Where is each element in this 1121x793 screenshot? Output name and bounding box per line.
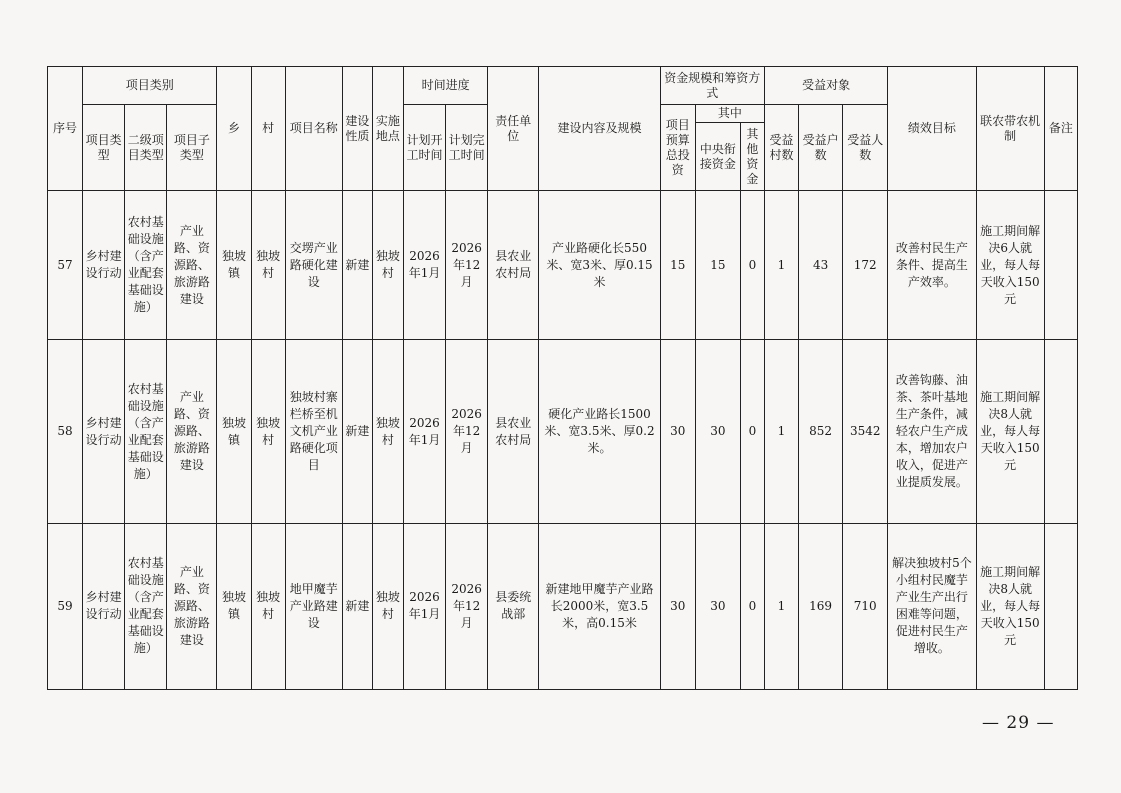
header-budget: 项目预算总投资 — [660, 105, 695, 191]
cell-village: 独坡村 — [251, 340, 285, 524]
header-fund: 资金规模和筹资方式 — [660, 67, 764, 105]
cell-location: 独坡村 — [372, 340, 403, 524]
cell-type: 乡村建设行动 — [83, 523, 125, 689]
header-no: 序号 — [48, 67, 83, 191]
cell-village: 独坡村 — [251, 523, 285, 689]
cell-villages: 1 — [764, 523, 798, 689]
cell-town: 独坡镇 — [217, 340, 251, 524]
header-subtype: 项目子类型 — [167, 105, 217, 191]
cell-start: 2026年1月 — [403, 191, 445, 340]
header-people: 受益人数 — [843, 105, 888, 191]
header-subtype2: 二级项目类型 — [125, 105, 167, 191]
cell-central: 30 — [695, 523, 740, 689]
cell-subtype: 产业路、资源路、旅游路建设 — [167, 340, 217, 524]
cell-people: 710 — [843, 523, 888, 689]
header-unit: 责任单位 — [488, 67, 539, 191]
page-number: — 29 — — [982, 713, 1055, 733]
header-villages: 受益村数 — [764, 105, 798, 191]
header-location: 实施地点 — [372, 67, 403, 191]
cell-subtype2: 农村基础设施（含产业配套基础设施） — [125, 340, 167, 524]
header-among: 其中 — [695, 105, 764, 123]
cell-nature: 新建 — [342, 340, 372, 524]
cell-start: 2026年1月 — [403, 340, 445, 524]
cell-location: 独坡村 — [372, 523, 403, 689]
cell-unit: 县农业农村局 — [488, 191, 539, 340]
cell-town: 独坡镇 — [217, 191, 251, 340]
header-village: 村 — [251, 67, 285, 191]
cell-people: 3542 — [843, 340, 888, 524]
cell-mechanism: 施工期间解决8人就业，每人每天收入150元 — [976, 340, 1044, 524]
header-remark: 备注 — [1044, 67, 1077, 191]
cell-name: 独坡村寨栏桥至机文机产业路硬化项目 — [285, 340, 342, 524]
cell-name: 交塄产业路硬化建设 — [285, 191, 342, 340]
header-town: 乡 — [217, 67, 251, 191]
header-type: 项目类型 — [83, 105, 125, 191]
header-start: 计划开工时间 — [403, 105, 445, 191]
cell-remark — [1044, 340, 1077, 524]
cell-type: 乡村建设行动 — [83, 191, 125, 340]
header-households: 受益户数 — [799, 105, 843, 191]
cell-end: 2026年12月 — [446, 523, 488, 689]
cell-goal: 解决独坡村5个小组村民魔芋产业生产出行困难等问题，促进村民生产增收。 — [888, 523, 976, 689]
cell-no: 58 — [48, 340, 83, 524]
table-row — [48, 523, 1078, 689]
cell-remark — [1044, 191, 1077, 340]
cell-subtype: 产业路、资源路、旅游路建设 — [167, 191, 217, 340]
cell-other: 0 — [740, 340, 764, 524]
cell-end: 2026年12月 — [446, 191, 488, 340]
header-end: 计划完工时间 — [446, 105, 488, 191]
cell-nature: 新建 — [342, 191, 372, 340]
header-goal: 绩效目标 — [888, 67, 976, 191]
cell-location: 独坡村 — [372, 191, 403, 340]
header-mechanism: 联农带农机制 — [976, 67, 1044, 191]
project-table — [47, 66, 1078, 690]
cell-subtype: 产业路、资源路、旅游路建设 — [167, 523, 217, 689]
cell-households: 169 — [799, 523, 843, 689]
cell-content: 新建地甲魔芋产业路长2000米，宽3.5米，高0.15米 — [539, 523, 660, 689]
cell-other: 0 — [740, 523, 764, 689]
cell-unit: 县委统战部 — [488, 523, 539, 689]
header-other: 其他资金 — [740, 123, 764, 191]
cell-people: 172 — [843, 191, 888, 340]
cell-subtype2: 农村基础设施（含产业配套基础设施） — [125, 191, 167, 340]
cell-end: 2026年12月 — [446, 340, 488, 524]
cell-villages: 1 — [764, 340, 798, 524]
cell-central: 15 — [695, 191, 740, 340]
cell-name: 地甲魔芋产业路建设 — [285, 523, 342, 689]
table-row — [48, 191, 1078, 340]
table-row — [48, 340, 1078, 524]
header-category: 项目类别 — [83, 67, 217, 105]
cell-subtype2: 农村基础设施（含产业配套基础设施） — [125, 523, 167, 689]
cell-start: 2026年1月 — [403, 523, 445, 689]
cell-no: 57 — [48, 191, 83, 340]
cell-mechanism: 施工期间解决6人就业，每人每天收入150元 — [976, 191, 1044, 340]
cell-villages: 1 — [764, 191, 798, 340]
header-content: 建设内容及规模 — [539, 67, 660, 191]
cell-unit: 县农业农村局 — [488, 340, 539, 524]
header-schedule: 时间进度 — [403, 67, 487, 105]
cell-nature: 新建 — [342, 523, 372, 689]
header-beneficiary: 受益对象 — [764, 67, 887, 105]
cell-no: 59 — [48, 523, 83, 689]
cell-content: 产业路硬化长550米、宽3米、厚0.15米 — [539, 191, 660, 340]
header-central: 中央衔接资金 — [695, 123, 740, 191]
cell-mechanism: 施工期间解决8人就业，每人每天收入150元 — [976, 523, 1044, 689]
cell-goal: 改善钩藤、油茶、茶叶基地生产条件，减轻农户生产成本，增加农户收入，促进产业提质发展。 — [888, 340, 976, 524]
cell-type: 乡村建设行动 — [83, 340, 125, 524]
cell-budget: 30 — [660, 523, 695, 689]
cell-central: 30 — [695, 340, 740, 524]
cell-other: 0 — [740, 191, 764, 340]
header-name: 项目名称 — [285, 67, 342, 191]
cell-content: 硬化产业路长1500米、宽3.5米、厚0.2米。 — [539, 340, 660, 524]
cell-village: 独坡村 — [251, 191, 285, 340]
header-nature: 建设性质 — [342, 67, 372, 191]
cell-remark — [1044, 523, 1077, 689]
cell-goal: 改善村民生产条件、提高生产效率。 — [888, 191, 976, 340]
cell-households: 852 — [799, 340, 843, 524]
cell-budget: 15 — [660, 191, 695, 340]
cell-budget: 30 — [660, 340, 695, 524]
cell-households: 43 — [799, 191, 843, 340]
cell-town: 独坡镇 — [217, 523, 251, 689]
